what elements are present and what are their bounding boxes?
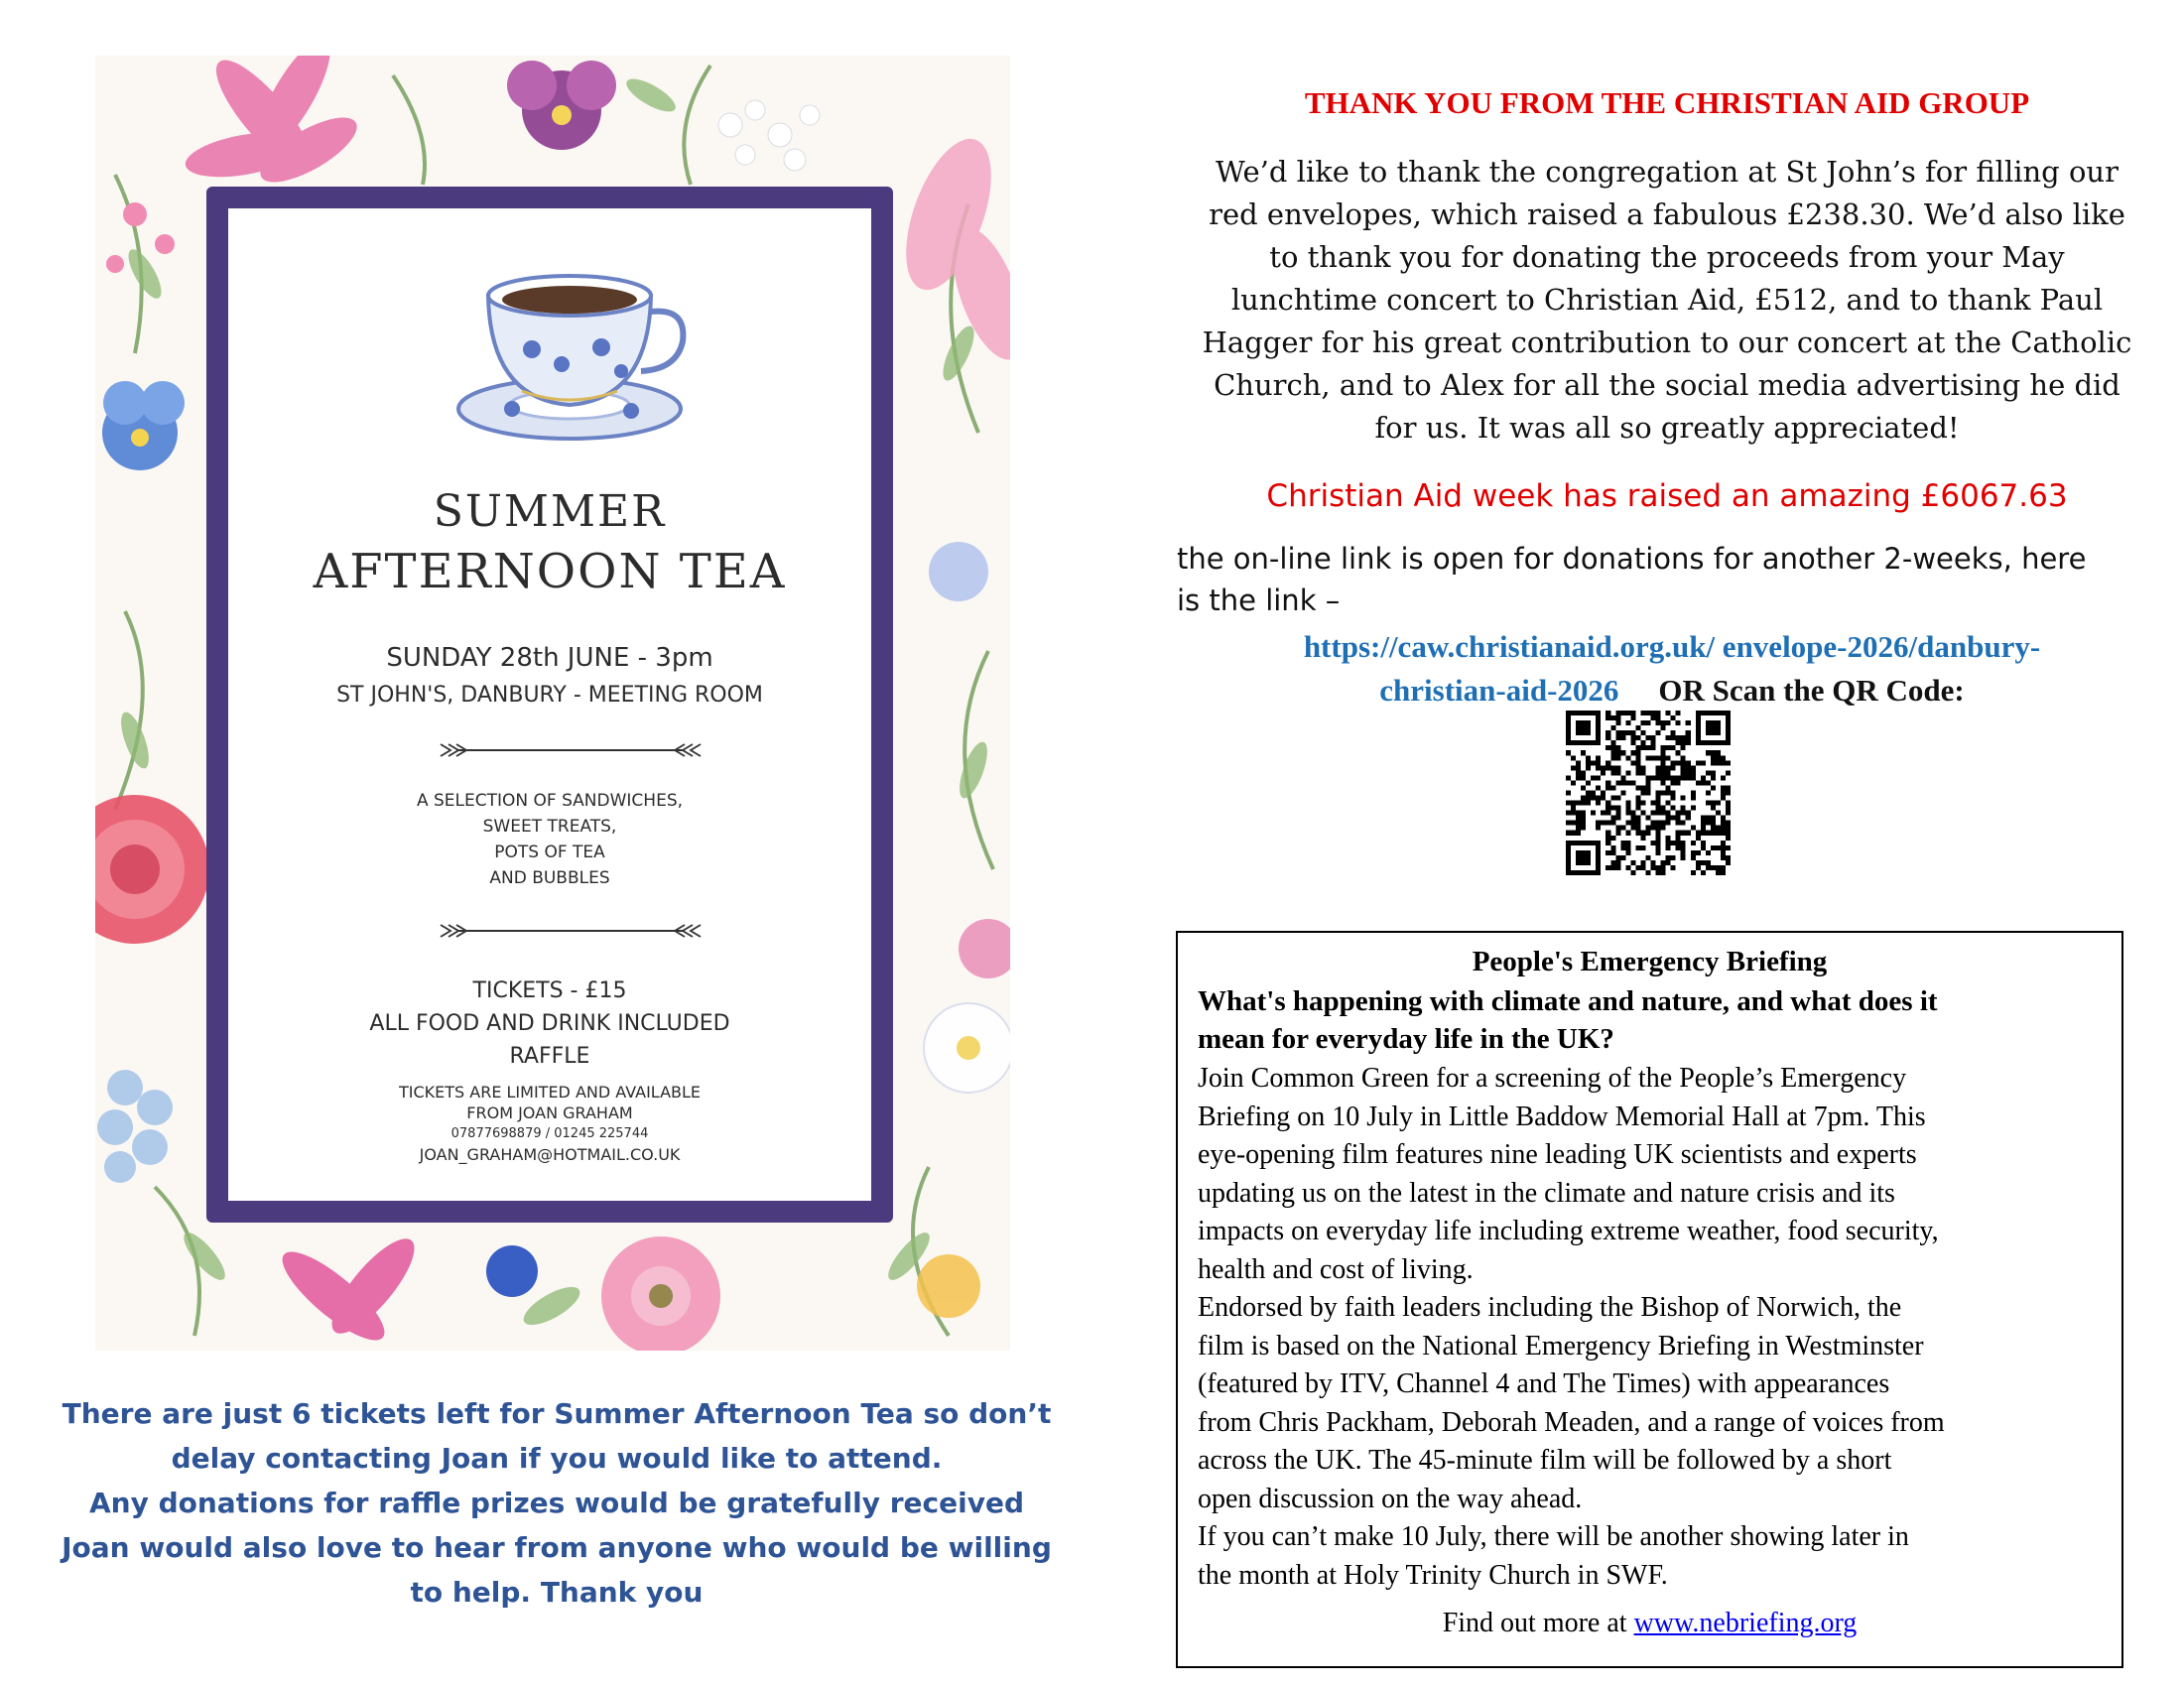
- contact-phone: 07877698879 / 01245 225744: [450, 1126, 649, 1141]
- invitation-card: [206, 187, 893, 1223]
- body-line: the month at Holy Trinity Church in SWF.: [1198, 1559, 1668, 1591]
- teacup-icon: [452, 260, 691, 445]
- arrow-divider-icon: [437, 740, 705, 760]
- poster-title-line2: AFTERNOON TEA: [313, 544, 787, 599]
- ticket-line: TICKETS - £15: [472, 978, 627, 1003]
- ticket-line: RAFFLE: [509, 1044, 590, 1069]
- note-line: to help. Thank you: [410, 1576, 704, 1609]
- paragraph-line: We’d like to thank the congregation at St John’s for filling our: [1216, 155, 2119, 189]
- briefing-subheading: [1198, 982, 1938, 1058]
- ticket-info: [228, 974, 871, 1073]
- body-line: from Chris Packham, Deborah Meaden, and a range of voices from: [1198, 1406, 1945, 1438]
- note-line: Joan would also love to hear from anyone who would be willing: [62, 1531, 1052, 1564]
- body-line: film is based on the National Emergency Briefing in Westminster: [1198, 1330, 1924, 1362]
- paragraph-line: for us. It was all so greatly appreciated!: [1374, 411, 1960, 445]
- briefing-footer: [1178, 1608, 2121, 1639]
- online-line: the on-line link is open for donations for another 2-weeks, here: [1177, 542, 2087, 576]
- body-line: Endorsed by faith leaders including the Bishop of Norwich, the: [1198, 1292, 1902, 1323]
- body-line: health and cost of living.: [1198, 1253, 1474, 1285]
- subheading-line: mean for everyday life in the UK?: [1198, 1023, 1614, 1055]
- body-line: open discussion on the way ahead.: [1198, 1483, 1583, 1514]
- body-line: Join Common Green for a screening of the People’s Emergency: [1198, 1063, 1907, 1094]
- paragraph-line: red envelopes, which raised a fabulous £238.30. We’d also like: [1209, 197, 2125, 231]
- paragraph-line: Hagger for his great contribution to our concert at the Catholic: [1202, 325, 2132, 359]
- amount-raised: Christian Aid week has raised an amazing £6067.63: [1266, 478, 2068, 514]
- donation-link-block: [1161, 625, 2183, 713]
- poster-title-line1: SUMMER: [433, 486, 667, 537]
- menu-item: SWEET TREATS,: [482, 817, 617, 837]
- donation-link-continued[interactable]: christian-aid-2026: [1379, 673, 1619, 708]
- briefing-heading: People's Emergency Briefing: [1472, 946, 1828, 977]
- menu-item: A SELECTION OF SANDWICHES,: [416, 791, 684, 811]
- briefing-body: [1198, 1060, 1945, 1595]
- contact-email: JOAN_GRAHAM@HOTMAIL.CO.UK: [419, 1145, 681, 1164]
- ticket-line: ALL FOOD AND DRINK INCLUDED: [369, 1011, 730, 1036]
- paragraph-line: to thank you for donating the proceeds from your May: [1269, 240, 2065, 274]
- body-line: impacts on everyday life including extreme weather, food security,: [1198, 1216, 1939, 1246]
- note-line: There are just 6 tickets left for Summer Afternoon Tea so don’t: [62, 1397, 1052, 1430]
- body-line: (featured by ITV, Channel 4 and The Times) with appearances: [1198, 1368, 1890, 1399]
- paragraph-line: lunchtime concert to Christian Aid, £512, and to thank Paul: [1230, 283, 2104, 317]
- tea-tickets-note: [46, 1391, 1068, 1615]
- contact-line: FROM JOAN GRAHAM: [466, 1104, 633, 1122]
- online-line: is the link –: [1177, 584, 1341, 617]
- emergency-briefing-box: [1176, 931, 2123, 1668]
- arrow-divider-icon: [437, 921, 705, 941]
- body-line: eye-opening film features nine leading UK scientists and experts: [1198, 1139, 1917, 1170]
- qr-code-icon[interactable]: [1566, 711, 1731, 875]
- qr-label: OR Scan the QR Code:: [1658, 673, 1965, 708]
- note-line: delay contacting Joan if you would like to attend.: [171, 1442, 943, 1475]
- menu-item: AND BUBBLES: [489, 868, 610, 888]
- contact-info: [228, 1082, 871, 1165]
- subheading-line: What's happening with climate and nature, and what does it: [1198, 985, 1938, 1017]
- donation-link[interactable]: https://caw.christianaid.org.uk/ envelope-2026/danbury-: [1303, 629, 2041, 664]
- event-date: SUNDAY 28th JUNE - 3pm: [386, 643, 713, 673]
- footer-prefix: Find out more at: [1442, 1608, 1634, 1638]
- afternoon-tea-poster: [95, 56, 1010, 1351]
- nebriefing-link[interactable]: www.nebriefing.org: [1633, 1608, 1858, 1638]
- note-line: Any donations for raffle prizes would be gratefully received: [88, 1487, 1024, 1519]
- contact-line: TICKETS ARE LIMITED AND AVAILABLE: [398, 1083, 702, 1102]
- body-line: If you can’t make 10 July, there will be another showing later in: [1198, 1521, 1909, 1552]
- paragraph-line: Church, and to Alex for all the social media advertising he did: [1214, 368, 2120, 402]
- menu-item: POTS OF TEA: [494, 843, 605, 862]
- body-line: Briefing on 10 July in Little Baddow Memorial Hall at 7pm. This: [1198, 1101, 1926, 1132]
- body-line: across the UK. The 45-minute film will be followed by a short: [1198, 1445, 1892, 1476]
- christian-aid-title: THANK YOU FROM THE CHRISTIAN AID GROUP: [1304, 85, 2030, 120]
- menu-list: [228, 788, 871, 891]
- event-venue: ST JOHN'S, DANBURY - MEETING ROOM: [336, 683, 763, 708]
- body-line: updating us on the latest in the climate and nature crisis and its: [1198, 1177, 1895, 1209]
- online-donation-text: [1177, 538, 2179, 621]
- thank-you-paragraph: [1161, 151, 2173, 450]
